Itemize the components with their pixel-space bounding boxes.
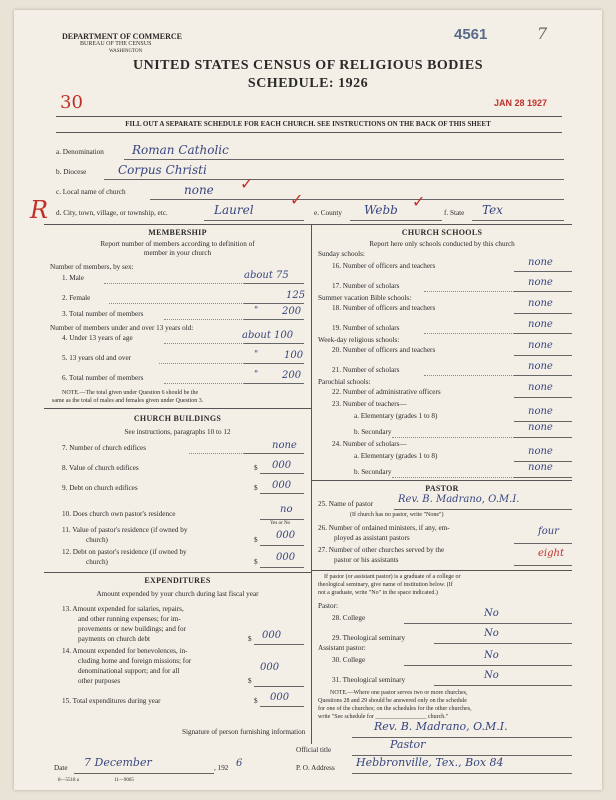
church-buildings-intro: See instructions, paragraphs 10 to 12 (124, 428, 231, 436)
summer-teachers-value: none (528, 298, 553, 309)
ditto-mark: " (254, 306, 259, 316)
male-label: 1. Male (62, 274, 84, 282)
running-expenses-value: 000 (262, 630, 282, 641)
running-expenses-label: 13. Amount expended for salaries, repairs, (62, 605, 184, 613)
dollar-sign: $ (254, 558, 258, 566)
weekday-schools-heading: Week-day religious schools: (318, 336, 400, 344)
year-prefix: , 192 (214, 764, 229, 772)
benevolences-label: 14. Amount expended for benevolences, in- (62, 647, 188, 655)
check-mark: ✓ (290, 192, 304, 209)
pastor-college-value: No (484, 608, 499, 619)
file-number-stamp: 4561 (454, 26, 488, 43)
date-label: Date (54, 764, 68, 772)
received-date-stamp: JAN 28 1927 (494, 98, 548, 108)
secondary-teachers-value: none (528, 422, 553, 433)
city-value: Laurel (214, 203, 254, 217)
weekday-teachers-label: 20. Number of officers and teachers (332, 346, 436, 354)
ditto-mark: " (254, 370, 259, 380)
over-13-label: 5. 13 years old and over (62, 354, 132, 362)
pastor-name-hint: (If church has no pastor, write "None") (350, 512, 444, 518)
pastor-seminary-label: 29. Theological seminary (332, 634, 406, 642)
weekday-scholars-value: none (528, 361, 553, 372)
weekday-teachers-value: none (528, 340, 553, 351)
residence-value-value: 000 (276, 530, 296, 541)
benevolences-label-3: denominational support; and for all (78, 667, 180, 675)
edifices-count-label: 7. Number of church edifices (62, 444, 147, 452)
benevolences-label-2: cluding home and foreign missions; for (78, 657, 192, 665)
total-expenditures-value: 000 (270, 692, 290, 703)
elementary-teachers-value: none (528, 406, 553, 417)
margin-mark: R (30, 196, 49, 224)
running-expenses-label-4: payments on church debt (78, 635, 151, 643)
pastor-note-3: for one of the churches; on the schedules for the other churches, (318, 706, 472, 712)
city-label: d. City, town, village, or township, etc. (56, 209, 168, 217)
residence-debt-label-2: church) (86, 558, 108, 566)
running-expenses-label-3: provements or new buildings; and for (78, 625, 186, 633)
pastor-college-label: 28. College (332, 614, 366, 622)
diocese-value: Corpus Christi (118, 163, 207, 177)
admin-officers-label: 22. Number of administrative officers (332, 388, 441, 396)
total-expenditures-label: 15. Total expenditures during year (62, 697, 161, 705)
signature-label: Signature of person furnishing information (182, 728, 306, 736)
official-title-value: Pastor (390, 738, 426, 751)
sunday-scholars-value: none (528, 277, 553, 288)
residence-debt-label: 12. Debt on pastor's residence (if owned by (62, 548, 187, 556)
running-expenses-label-2: and other running expenses; for im- (78, 615, 181, 623)
schedule-number: 30 (60, 92, 83, 113)
sunday-teachers-label: 16. Number of officers and teachers (332, 262, 436, 270)
print-code-2: 11—9065 (114, 778, 134, 783)
bureau-name: BUREAU OF THE CENSUS (80, 41, 152, 47)
dollar-sign: $ (248, 677, 252, 685)
official-title-label: Official title (296, 746, 332, 754)
census-schedule-sheet (14, 10, 602, 790)
residence-value-label-2: church) (86, 536, 108, 544)
assistant-pastors-label-2: ployed as assistant pastors (334, 534, 410, 542)
assistant-seminary-value: No (484, 670, 499, 681)
parochial-schools-heading: Parochial schools: (318, 378, 371, 386)
scholars-heading: 24. Number of scholars— (332, 440, 407, 448)
residence-debt-value: 000 (276, 552, 296, 563)
year-value: 6 (236, 758, 243, 769)
pastor-title: PASTOR (425, 484, 459, 493)
membership-note: NOTE.—The total given under Question 6 should be the (62, 390, 199, 396)
assistant-pastor-heading: Assistant pastor: (318, 644, 366, 652)
dollar-sign: $ (248, 635, 252, 643)
secondary-teachers-label: b. Secondary (354, 428, 392, 436)
graduate-instructions-2: theological seminary, give name of institution below. (If (318, 582, 453, 588)
edifices-value-value: 000 (272, 460, 292, 471)
assistant-college-label: 30. College (332, 656, 366, 664)
form-subtitle: SCHEDULE: 1926 (247, 76, 369, 91)
members-by-sex-heading: Number of members, by sex: (50, 263, 134, 271)
pastor-heading: Pastor: (318, 602, 338, 610)
secondary-scholars-value: none (528, 462, 553, 473)
department-name: DEPARTMENT OF COMMERCE (62, 32, 183, 41)
state-label: f. State (444, 209, 465, 217)
total-members-2-value: 200 (282, 370, 302, 381)
other-churches-correction: eight (538, 548, 564, 559)
date-value: 7 December (84, 756, 152, 769)
elementary-teachers-label: a. Elementary (grades 1 to 8) (354, 412, 438, 420)
pastor-note: NOTE.—Where one pastor serves two or more churches, (330, 690, 468, 696)
under-13-value: about 100 (242, 330, 294, 341)
assistant-pastors-label: 26. Number of ordained ministers, if any, em- (318, 524, 450, 532)
pastor-note-2: Questions 28 and 29 should be answered only on the schedule (318, 698, 467, 704)
dollar-sign: $ (254, 484, 258, 492)
over-13-value: 100 (284, 350, 304, 361)
total-members-value: 200 (282, 306, 302, 317)
city-name: WASHINGTON (109, 49, 143, 54)
po-address-value: Hebbronville, Tex., Box 84 (356, 756, 504, 769)
benevolences-value: 000 (260, 662, 280, 673)
expenditures-title: EXPENDITURES (144, 576, 211, 585)
benevolences-label-4: other purposes (78, 677, 121, 685)
church-schools-title: CHURCH SCHOOLS (401, 228, 483, 237)
form-title: UNITED STATES CENSUS OF RELIGIOUS BODIES (132, 58, 483, 73)
check-mark: ✓ (412, 194, 426, 211)
total-members-label: 3. Total number of members (62, 310, 144, 318)
local-church-name-label: c. Local name of church (56, 188, 126, 196)
graduate-instructions-3: not a graduate, write "No" in the space indicated.) (318, 590, 438, 596)
sunday-teachers-value: none (528, 257, 553, 268)
sunday-scholars-label: 17. Number of scholars (332, 282, 400, 290)
state-value: Tex (482, 203, 503, 217)
denomination-label: a. Denomination (56, 148, 104, 156)
expenditures-intro: Amount expended by your church during last fiscal year (96, 590, 259, 598)
pastor-name-label: 25. Name of pastor (318, 500, 374, 508)
membership-title: MEMBERSHIP (148, 228, 207, 237)
signature-value: Rev. B. Madrano, O.M.I. (374, 720, 508, 733)
po-address-label: P. O. Address (296, 764, 335, 772)
assistant-seminary-label: 31. Theological seminary (332, 676, 406, 684)
diocese-label: b. Diocese (56, 168, 87, 176)
print-code: 8—5518 a (58, 778, 79, 783)
dollar-sign: $ (254, 464, 258, 472)
pastor-seminary-value: No (484, 628, 499, 639)
membership-intro-2: member in your church (143, 249, 212, 257)
membership-intro: Report number of members according to definition of (100, 240, 255, 248)
membership-note-2: same as the total of males and females given under Question 3. (52, 398, 204, 404)
dollar-sign: $ (254, 697, 258, 705)
church-schools-intro: Report here only schools conducted by this church (369, 240, 515, 248)
elementary-scholars-value: none (528, 446, 553, 457)
local-church-name-value: none (184, 183, 214, 197)
edifices-value-label: 8. Value of church edifices (62, 464, 139, 472)
secondary-scholars-label: b. Secondary (354, 468, 392, 476)
yes-no-hint: Yes or No (270, 521, 291, 526)
denomination-value: Roman Catholic (132, 143, 229, 157)
pastor-note-4: write "See schedule for _________________ church." (318, 714, 449, 720)
elementary-scholars-label: a. Elementary (grades 1 to 8) (354, 452, 438, 460)
county-label: e. County (314, 209, 342, 217)
pastor-name-value: Rev. B. Madrano, O.M.I. (398, 494, 520, 505)
male-value: about 75 (244, 270, 289, 281)
edifices-debt-value: 000 (272, 480, 292, 491)
edifices-debt-label: 9. Debt on church edifices (62, 484, 138, 492)
female-label: 2. Female (62, 294, 91, 302)
file-mark: 7 (537, 24, 548, 43)
residence-value-label: 11. Value of pastor's residence (if owned by (62, 526, 188, 534)
female-value: 125 (286, 290, 306, 301)
summer-scholars-value: none (528, 319, 553, 330)
sunday-schools-heading: Sunday schools: (318, 250, 365, 258)
total-members-2-label: 6. Total number of members (62, 374, 144, 382)
teachers-heading: 23. Number of teachers— (332, 400, 407, 408)
dollar-sign: $ (254, 536, 258, 544)
county-value: Webb (364, 203, 398, 217)
form-instruction: FILL OUT A SEPARATE SCHEDULE FOR EACH CHURCH. SEE INSTRUCTIONS ON THE BACK OF THIS SHEET (125, 120, 491, 128)
other-churches-value: four (538, 526, 559, 537)
church-buildings-title: CHURCH BUILDINGS (133, 414, 222, 423)
summer-scholars-label: 19. Number of scholars (332, 324, 400, 332)
graduate-instructions: If pastor (or assistant pastor) is a graduate of a college or (324, 574, 461, 580)
edifices-count-value: none (272, 440, 297, 451)
summer-teachers-label: 18. Number of officers and teachers (332, 304, 436, 312)
other-churches-label: 27. Number of other churches served by the (318, 546, 445, 554)
other-churches-label-2: pastor or his assistants (334, 556, 399, 564)
members-by-age-heading: Number of members under and over 13 years old: (50, 324, 194, 332)
under-13-label: 4. Under 13 years of age (62, 334, 133, 342)
admin-officers-value: none (528, 382, 553, 393)
ditto-mark: " (254, 350, 259, 360)
check-mark: ✓ (240, 176, 254, 193)
assistant-college-value: No (484, 650, 499, 661)
summer-schools-heading: Summer vacation Bible schools: (318, 294, 412, 302)
weekday-scholars-label: 21. Number of scholars (332, 366, 400, 374)
owns-residence-value: no (280, 504, 293, 515)
owns-residence-label: 10. Does church own pastor's residence (62, 510, 176, 518)
